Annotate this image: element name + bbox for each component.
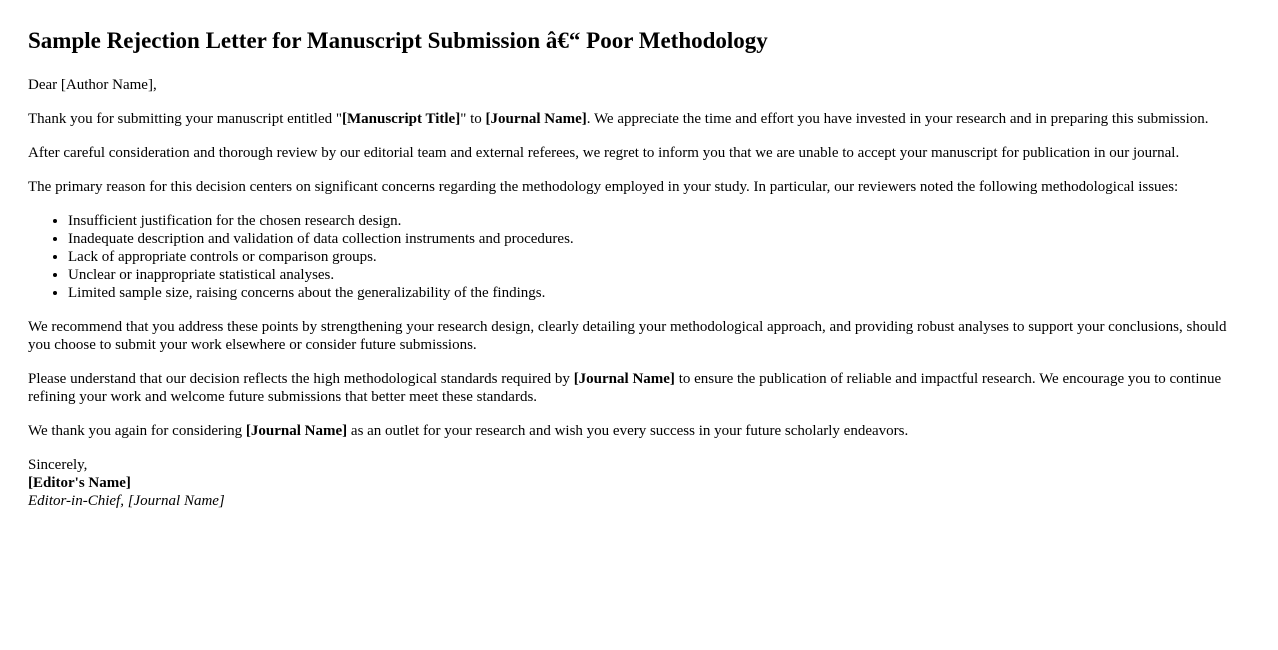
signature-block bbox=[28, 456, 1250, 510]
paragraph-text: to ensure the publication of reliable and impactful research. We encourage you to continue refining your work and welcome future submissions that better meet these standards. bbox=[28, 371, 1222, 405]
letter-title: Sample Rejection Letter for Manuscript Submission â€“ Poor Methodology bbox=[28, 28, 768, 53]
paragraph-text: Thank you for submitting your manuscript entitled " bbox=[28, 111, 342, 127]
paragraph-submission-thanks bbox=[28, 110, 1250, 128]
list-item: • Unclear or inappropriate statistical analyses. bbox=[68, 266, 1250, 284]
paragraph-text: " to bbox=[460, 111, 486, 127]
closing-salutation: Sincerely, bbox=[28, 457, 88, 473]
paragraph-text: . We appreciate the time and effort you have invested in your research and in preparing this submission. bbox=[586, 111, 1209, 127]
list-item: • Lack of appropriate controls or comparison groups. bbox=[68, 248, 1250, 266]
paragraph-recommendation: We recommend that you address these points by strengthening your research design, clearly detailing your methodological approach, and providing robust analyses to support your conclusions, should you choose to submit your work elsewhere or consider future submissions. bbox=[28, 319, 1227, 353]
methodology-issues-list bbox=[28, 212, 1250, 302]
paragraph-text: Please understand that our decision reflects the high methodological standards required by bbox=[28, 371, 574, 387]
paragraph-decision: After careful consideration and thorough review by our editorial team and external referees, we regret to inform you that we are unable to accept your manuscript for publication in our journal. bbox=[28, 145, 1180, 161]
editor-title: Editor-in-Chief, [Journal Name] bbox=[28, 493, 225, 509]
paragraph-standards bbox=[28, 370, 1250, 406]
manuscript-title-placeholder: [Manuscript Title] bbox=[342, 111, 461, 127]
journal-name-placeholder: [Journal Name] bbox=[485, 111, 587, 127]
journal-name-placeholder: [Journal Name] bbox=[245, 423, 348, 439]
letter-greeting: Dear [Author Name], bbox=[28, 77, 157, 93]
paragraph-reason: The primary reason for this decision centers on significant concerns regarding the methodology employed in your study. In particular, our reviewers noted the following methodological issues: bbox=[28, 179, 1179, 195]
list-item: • Inadequate description and validation of data collection instruments and procedures. bbox=[68, 230, 1250, 248]
editor-name: [Editor's Name] bbox=[28, 475, 131, 491]
paragraph-thanks bbox=[28, 422, 1250, 440]
journal-name-placeholder: [Journal Name] bbox=[573, 371, 675, 387]
letter-page bbox=[0, 27, 1278, 510]
list-item: • Limited sample size, raising concerns about the generalizability of the findings. bbox=[68, 284, 1250, 302]
paragraph-text: We thank you again for considering bbox=[28, 423, 246, 439]
paragraph-text: as an outlet for your research and wish you every success in your future scholarly endeavors. bbox=[347, 423, 909, 439]
list-item: • Insufficient justification for the chosen research design. bbox=[68, 212, 1250, 230]
